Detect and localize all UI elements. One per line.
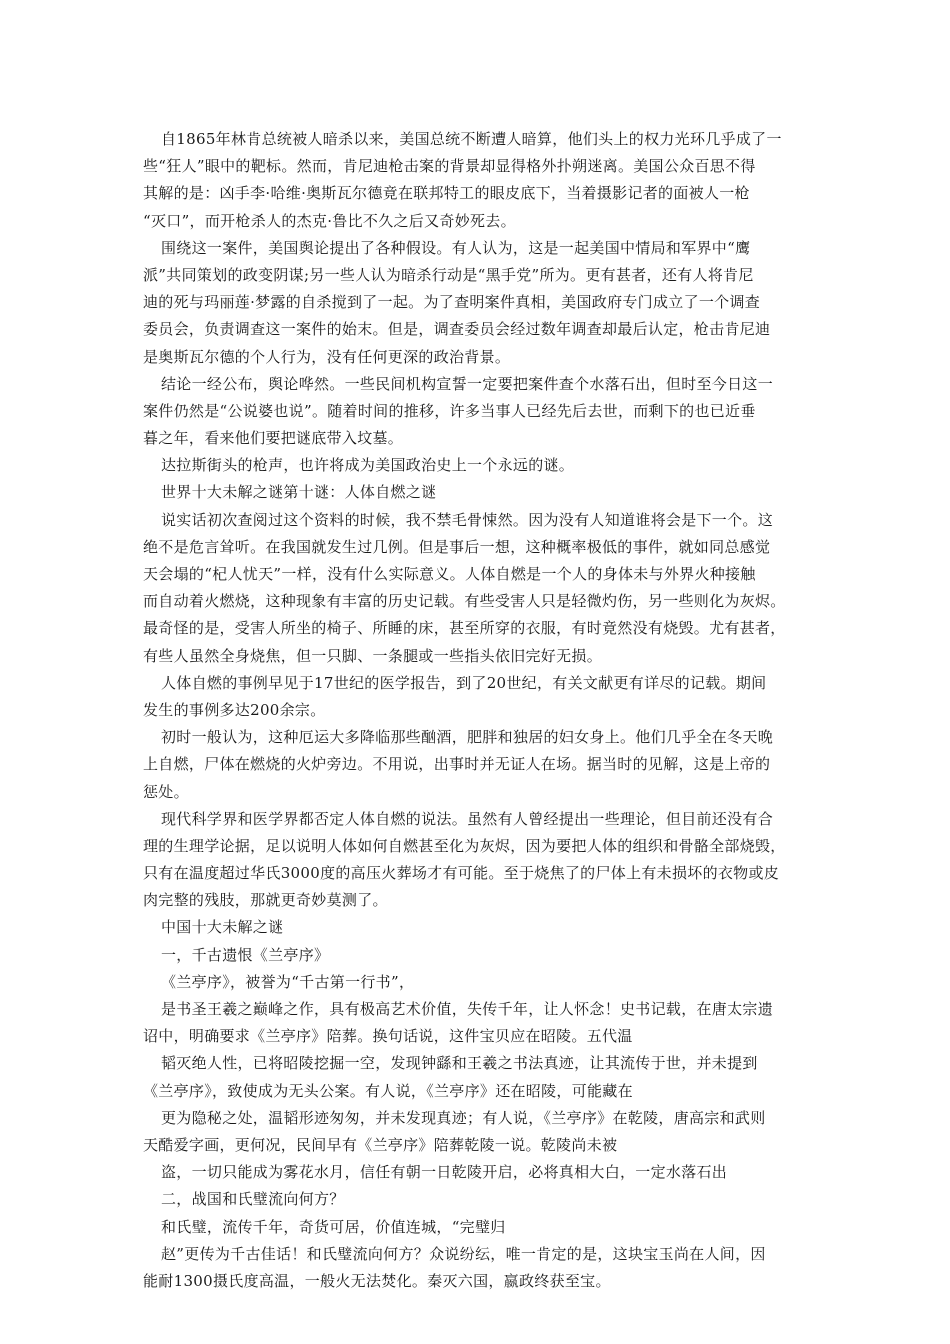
text-line: 自1865年林肯总统被人暗杀以来，美国总统不断遭人暗算，他们头上的权力光环几乎成了一	[161, 130, 782, 148]
text-line: 赵”更传为千古佳话！和氏璧流向何方？众说纷纭，唯一肯定的是，这块宝玉尚在人间，因	[161, 1244, 766, 1263]
text-line: 中国十大未解之谜	[161, 918, 284, 937]
text-line: 二，战国和氏璧流向何方？	[161, 1190, 345, 1209]
text-line: 天酷爱字画，更何况，民间早有《兰亭序》陪葬乾陵一说。乾陵尚未被	[143, 1135, 618, 1154]
text-line: 《兰亭序》，致使成为无头公案。有人说，《兰亭序》还在昭陵，可能藏在	[143, 1081, 633, 1100]
text-line: 盗，一切只能成为雾花水月，信任有朝一日乾陵开启，必将真相大白，一定水落石出	[161, 1163, 728, 1182]
text-line: 只有在温度超过华氏3000度的高压火葬场才有可能。至于烧焦了的尸体上有未损坏的衣物或皮	[143, 864, 780, 883]
text-line: 《兰亭序》，被誉为“千古第一行书”，	[161, 972, 415, 991]
text-line: 说实话初次查阅过这个资料的时候，我不禁毛骨悚然。因为没有人知道谁将会是下一个。这	[161, 510, 774, 529]
text-line: 惩处。	[143, 782, 189, 801]
text-line: 和氏璧，流传千年，奇货可居，价值连城，“完璧归	[161, 1217, 506, 1236]
text-line: 人体自燃的事例早见于17世纪的医学报告，到了20世纪，有关文献更有详尽的记载。期间	[161, 673, 767, 692]
text-line: 发生的事例多达200余宗。	[143, 700, 326, 719]
text-line: 而自动着火燃烧，这种现象有丰富的历史记载。有些受害人只是轻微灼伤，另一些则化为灰烬。	[143, 592, 786, 611]
text-line: 能耐1300摄氏度高温，一般火无法焚化。秦灭六国，嬴政终获至宝。	[143, 1271, 611, 1290]
document-body	[143, 126, 813, 1295]
text-line: 理的生理学论据，足以说明人体如何自燃甚至化为灰烬，因为要把人体的组织和骨骼全部烧毁，	[143, 836, 786, 855]
text-line: 迪的死与玛丽莲·梦露的自杀搅到了一起。为了查明案件真相，美国政府专门成立了一个调查	[143, 293, 761, 312]
text-line: 最奇怪的是，受害人所坐的椅子、所睡的床，甚至所穿的衣服，有时竟然没有烧毁。尤有甚者，	[143, 619, 786, 638]
text-line: 天会塌的“杞人忧天”一样，没有什么实际意义。人体自燃是一个人的身体未与外界火种接触	[143, 565, 756, 583]
text-line: 达拉斯街头的枪声，也许将成为美国政治史上一个永远的谜。	[161, 456, 575, 475]
text-line: 韬灭绝人性，已将昭陵挖掘一空，发现钟繇和王羲之书法真迹，让其流传于世，并未提到	[161, 1054, 758, 1073]
text-line: 些“狂人”眼中的靶标。然而，肯尼迪枪击案的背景却显得格外扑朔迷离。美国公众百思不得	[143, 157, 756, 176]
text-line: 现代科学界和医学界都否定人体自燃的说法。虽然有人曾经提出一些理论，但目前还没有合	[161, 809, 774, 828]
text-line: 是奥斯瓦尔德的个人行为，没有任何更深的政治背景。	[143, 347, 511, 366]
text-line: “灭口”，而开枪杀人的杰克·鲁比不久之后又奇妙死去。	[143, 211, 516, 230]
text-line: 有些人虽然全身烧焦，但一只脚、一条腿或一些指头依旧完好无损。	[143, 646, 603, 665]
text-line: 初时一般认为，这种厄运大多降临那些酗酒，肥胖和独居的妇女身上。他们几乎全在冬天晚	[161, 728, 774, 747]
text-line: 委员会，负责调查这一案件的始末。但是，调查委员会经过数年调查却最后认定，枪击肯尼迪	[143, 320, 771, 339]
text-line: 结论一经公布，舆论哗然。一些民间机构宣誓一定要把案件查个水落石出，但时至今日这一	[161, 374, 774, 393]
text-line: 其解的是：凶手李·哈维·奥斯瓦尔德竟在联邦特工的眼皮底下，当着摄影记者的面被人一枪	[143, 184, 750, 203]
text-line: 一，千古遗恨《兰亭序》	[161, 945, 330, 964]
text-line: 案件仍然是“公说婆也说”。随着时间的推移，许多当事人已经先后去世，而剩下的也已近垂	[143, 401, 756, 420]
text-line: 派”共同策划的政变阴谋;另一些人认为暗杀行动是“黑手党”所为。更有甚者，还有人将肯尼	[143, 265, 754, 284]
text-line: 围绕这一案件，美国舆论提出了各种假设。有人认为，这是一起美国中情局和军界中“鹰	[161, 238, 751, 257]
text-line: 绝不是危言耸听。在我国就发生过几例。但是事后一想，这种概率极低的事件，就如同总感觉	[143, 537, 771, 556]
text-line: 世界十大未解之谜第十谜：人体自燃之谜	[161, 483, 437, 502]
text-line: 暮之年，看来他们要把谜底带入坟墓。	[143, 429, 404, 448]
text-line: 上自燃，尸体在燃烧的火炉旁边。不用说，出事时并无证人在场。据当时的见解，这是上帝的	[143, 755, 771, 774]
text-line: 肉完整的残肢，那就更奇妙莫测了。	[143, 891, 388, 910]
text-line: 是书圣王羲之巅峰之作，具有极高艺术价值，失传千年，让人怀念！史书记载，在唐太宗遗	[161, 1000, 774, 1018]
text-line: 更为隐秘之处，温韬形迹匆匆，并未发现真迹；有人说，《兰亭序》在乾陵，唐高宗和武则	[161, 1108, 766, 1127]
text-line: 诏中，明确要求《兰亭序》陪葬。换句话说，这件宝贝应在昭陵。五代温	[143, 1027, 633, 1046]
